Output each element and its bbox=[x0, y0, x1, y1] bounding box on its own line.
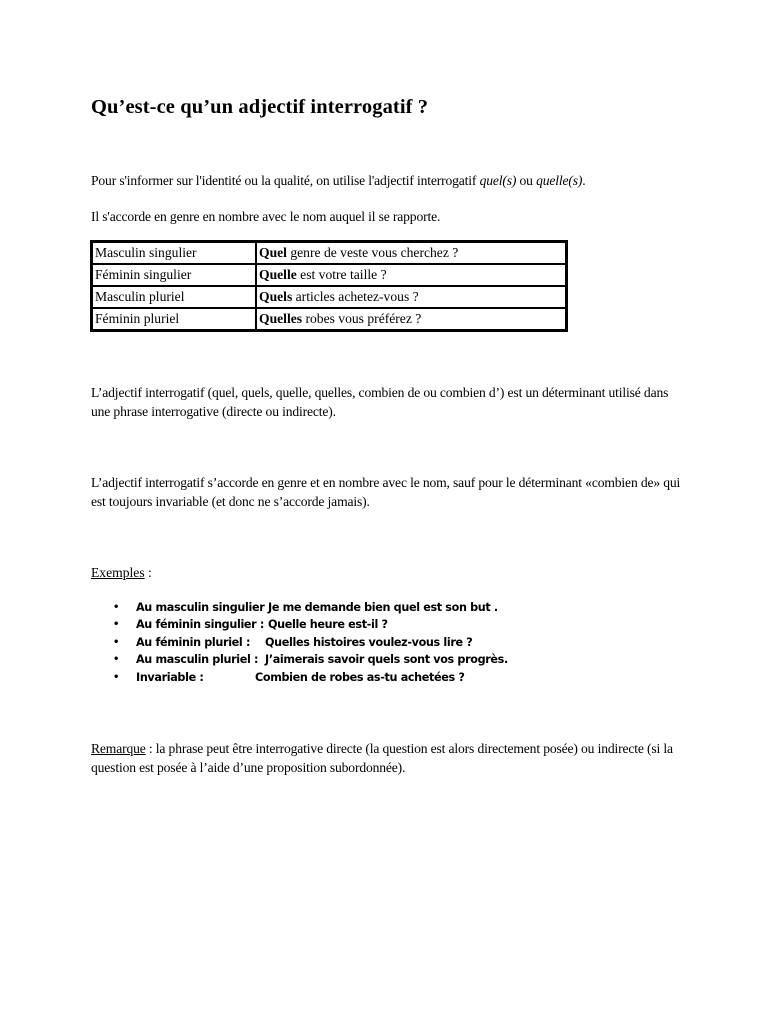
example-sentence: Combien de robes as-tu achetées ? bbox=[255, 670, 465, 684]
examples-heading-label: Exemples bbox=[91, 565, 145, 580]
intro-text: Pour s'informer sur l'identité ou la qualité, on utilise l'adjectif interrogatif bbox=[91, 173, 480, 188]
agreement-note: Il s'accorde en genre en nombre avec le nom auquel il se rapporte. bbox=[91, 209, 441, 224]
example-label: Au masculin pluriel : bbox=[136, 653, 259, 667]
example-sentence: Je me demande bien quel est son but . bbox=[268, 601, 498, 614]
agreement-table bbox=[90, 240, 568, 332]
example-rest: genre de veste vous cherchez ? bbox=[286, 245, 459, 260]
example-adjective: Quels bbox=[259, 289, 293, 304]
bullet-icon: • bbox=[113, 654, 120, 666]
table-cell-label: Masculin pluriel bbox=[92, 286, 256, 308]
example-rest: articles achetez-vous ? bbox=[292, 289, 419, 304]
example-sentence: Quelles histoires voulez-vous lire ? bbox=[265, 635, 473, 649]
remark-paragraph bbox=[91, 739, 681, 777]
bullet-icon: • bbox=[113, 671, 120, 683]
example-rest: est votre taille ? bbox=[296, 267, 387, 282]
example-label: Au féminin pluriel : bbox=[136, 635, 251, 649]
table-row bbox=[92, 242, 566, 264]
remark-label: Remarque bbox=[91, 741, 146, 756]
example-adjective: Quelles bbox=[259, 311, 303, 326]
bullet-icon: • bbox=[113, 619, 120, 631]
table-cell-example bbox=[256, 308, 566, 330]
table-cell-label: Féminin singulier bbox=[92, 264, 256, 286]
intro-end: . bbox=[582, 173, 586, 188]
table-cell-example bbox=[256, 286, 566, 308]
accord-paragraph: L’adjectif interrogatif s’accorde en genre et en nombre avec le nom, sauf pour le déterminant «combien de» qui est toujours invariable (et donc ne s’accorde jamais). bbox=[91, 475, 681, 509]
table-row bbox=[92, 286, 566, 308]
intro-italic-quel: quel(s) bbox=[479, 173, 517, 188]
table-row bbox=[92, 264, 566, 286]
table-cell-example bbox=[256, 242, 566, 264]
bullet-icon: • bbox=[113, 636, 120, 648]
examples-heading-colon: : bbox=[144, 565, 152, 580]
example-sentence: J’aimerais savoir quels sont vos progrès. bbox=[265, 653, 508, 667]
table-row bbox=[92, 308, 566, 330]
example-label: Invariable : bbox=[136, 670, 204, 684]
example-rest: robes vous préférez ? bbox=[302, 311, 422, 326]
page-title: Qu’est-ce qu’un adjectif interrogatif ? bbox=[91, 96, 429, 118]
determinant-paragraph: L’adjectif interrogatif (quel, quels, quelle, quelles, combien de ou combien d’) est un déterminant utilisé dans une phrase interrogative (directe ou indirecte). bbox=[91, 385, 669, 419]
table-cell-label: Féminin pluriel bbox=[92, 308, 256, 330]
bullet-icon: • bbox=[113, 602, 120, 613]
intro-paragraph bbox=[91, 171, 683, 190]
remark-text: : la phrase peut être interrogative directe (la question est alors directement posée) ou indirecte (si la question est posée à l’aide d’une proposition subordonnée). bbox=[91, 741, 673, 775]
intro-connector: ou bbox=[516, 173, 537, 188]
table-cell-label: Masculin singulier bbox=[92, 242, 256, 264]
example-label: Au féminin singulier : bbox=[136, 618, 264, 632]
example-label: Au masculin singulier : bbox=[136, 601, 273, 614]
example-adjective: Quelle bbox=[259, 267, 297, 282]
example-adjective: Quel bbox=[259, 245, 287, 260]
intro-italic-quelle: quelle(s) bbox=[536, 173, 583, 188]
examples-heading bbox=[91, 563, 152, 582]
example-sentence: Quelle heure est-il ? bbox=[268, 618, 388, 632]
table-cell-example bbox=[256, 264, 566, 286]
